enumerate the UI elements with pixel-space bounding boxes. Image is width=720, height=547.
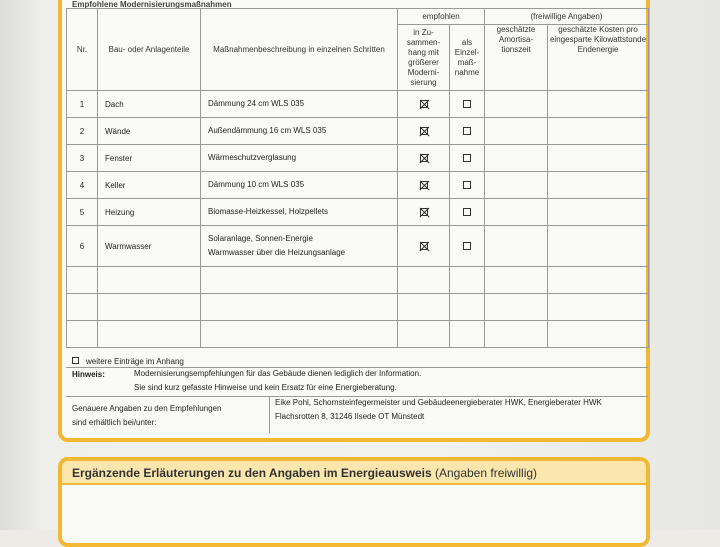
row-description (201, 118, 398, 145)
checkbox-combined-cell (398, 172, 450, 199)
row-cost (548, 145, 649, 172)
hint-line-2: Sie sind kurz gefasste Hinweise und kein Ersatz für eine Energieberatung. (134, 383, 397, 392)
supplement-title (72, 466, 537, 480)
row-description-line-1: Wärmeschutzverglasung (208, 153, 297, 162)
table-row-empty (67, 267, 649, 294)
row-description-line-2: Warmwasser über die Heizungsanlage (208, 248, 346, 257)
header-recommended: empfohlen (398, 9, 485, 25)
contact-label (66, 397, 270, 433)
table-row (67, 172, 649, 199)
row-payback (485, 91, 548, 118)
more-entries (66, 355, 648, 368)
row-number: 6 (67, 226, 98, 267)
row-cost (548, 199, 649, 226)
supplement-title-text: Ergänzende Erläuterungen zu den Angaben im Energieausweis (72, 466, 432, 480)
row-payback (485, 145, 548, 172)
header-part: Bau- oder Anlagenteile (98, 9, 201, 91)
table-row (67, 145, 649, 172)
table-row-empty (67, 294, 649, 321)
checkbox-combined-cell (398, 145, 450, 172)
row-description (201, 199, 398, 226)
table-row (67, 226, 649, 267)
checkbox-single-cell (450, 145, 485, 172)
checkbox-single-cell (450, 199, 485, 226)
section-title: Empfohlene Modernisierungsmaßnahmen (72, 0, 232, 9)
contact-line-1: Eike Pohl, Schornsteinfegermeister und Gebäudeenergieberater HWK, Energieberater HWK (275, 398, 602, 407)
row-payback (485, 172, 548, 199)
checkbox-combined[interactable] (420, 127, 428, 135)
recommendations-panel (58, 0, 650, 442)
row-part: Fenster (98, 145, 201, 172)
header-cost: geschätzte Kosten pro eingesparte Kilowattstunde Endenergie (548, 25, 649, 91)
checkbox-combined[interactable] (420, 208, 428, 216)
checkbox-combined[interactable] (420, 242, 428, 250)
table-row (67, 118, 649, 145)
row-number: 4 (67, 172, 98, 199)
checkbox-single[interactable] (463, 242, 471, 250)
checkbox-combined[interactable] (420, 100, 428, 108)
row-description-line-1: Solaranlage, Sonnen-Energie (208, 234, 313, 243)
checkbox-combined[interactable] (420, 154, 428, 162)
checkbox-combined-cell (398, 226, 450, 267)
row-part: Warmwasser (98, 226, 201, 267)
more-entries-label: weitere Einträge im Anhang (86, 357, 184, 366)
row-cost (548, 226, 649, 267)
more-entries-checkbox[interactable] (72, 357, 79, 364)
hint-label: Hinweis: (72, 370, 105, 379)
row-part: Dach (98, 91, 201, 118)
row-description (201, 172, 398, 199)
table-row-empty (67, 321, 649, 348)
row-number: 3 (67, 145, 98, 172)
header-payback: geschätzte Amortisa- tionszeit (485, 25, 548, 91)
supplement-panel (58, 457, 650, 547)
checkbox-single-cell (450, 91, 485, 118)
row-payback (485, 226, 548, 267)
checkbox-single-cell (450, 226, 485, 267)
checkbox-single[interactable] (463, 127, 471, 135)
row-part: Heizung (98, 199, 201, 226)
row-description (201, 226, 398, 267)
checkbox-single[interactable] (463, 154, 471, 162)
checkbox-combined-cell (398, 199, 450, 226)
row-cost (548, 91, 649, 118)
row-part: Keller (98, 172, 201, 199)
checkbox-combined-cell (398, 91, 450, 118)
contact-label-line-2: sind erhältlich bei/unter: (72, 418, 157, 427)
checkbox-single[interactable] (463, 100, 471, 108)
row-number: 1 (67, 91, 98, 118)
checkbox-single-cell (450, 118, 485, 145)
hint-line-1: Modernisierungsempfehlungen für das Gebäude dienen lediglich der Information. (134, 369, 422, 378)
checkbox-single-cell (450, 172, 485, 199)
hint-block (66, 368, 648, 397)
row-description-line-1: Biomasse-Heizkessel, Holzpellets (208, 207, 329, 216)
recommendations-table (66, 8, 649, 348)
contact-block (66, 397, 648, 433)
supplement-optional-text: (Angaben freiwillig) (434, 466, 538, 480)
header-single: als Einzel- maß- nahme (450, 25, 485, 91)
row-cost (548, 118, 649, 145)
row-cost (548, 172, 649, 199)
checkbox-combined-cell (398, 118, 450, 145)
header-combined: in Zu- sammen- hang mit größerer Moderni- sierung (398, 25, 450, 91)
header-nr: Nr. (67, 9, 98, 91)
row-description-line-1: Dämmung 24 cm WLS 035 (208, 99, 305, 108)
checkbox-single[interactable] (463, 181, 471, 189)
header-desc: Maßnahmenbeschreibung in einzelnen Schritten (201, 9, 398, 91)
table-row (67, 91, 649, 118)
row-description (201, 145, 398, 172)
row-description (201, 91, 398, 118)
header-optional: (freiwillige Angaben) (485, 9, 649, 25)
row-number: 5 (67, 199, 98, 226)
row-number: 2 (67, 118, 98, 145)
row-description-line-1: Dämmung 10 cm WLS 035 (208, 180, 305, 189)
contact-line-2: Flachsrotten 8, 31246 Ilsede OT Münstedt (275, 412, 425, 421)
row-part: Wände (98, 118, 201, 145)
row-payback (485, 118, 548, 145)
checkbox-single[interactable] (463, 208, 471, 216)
table-row (67, 199, 649, 226)
row-description-line-1: Außendämmung 16 cm WLS 035 (208, 126, 327, 135)
contact-label-line-1: Genauere Angaben zu den Empfehlungen (72, 404, 222, 413)
row-payback (485, 199, 548, 226)
checkbox-combined[interactable] (420, 181, 428, 189)
